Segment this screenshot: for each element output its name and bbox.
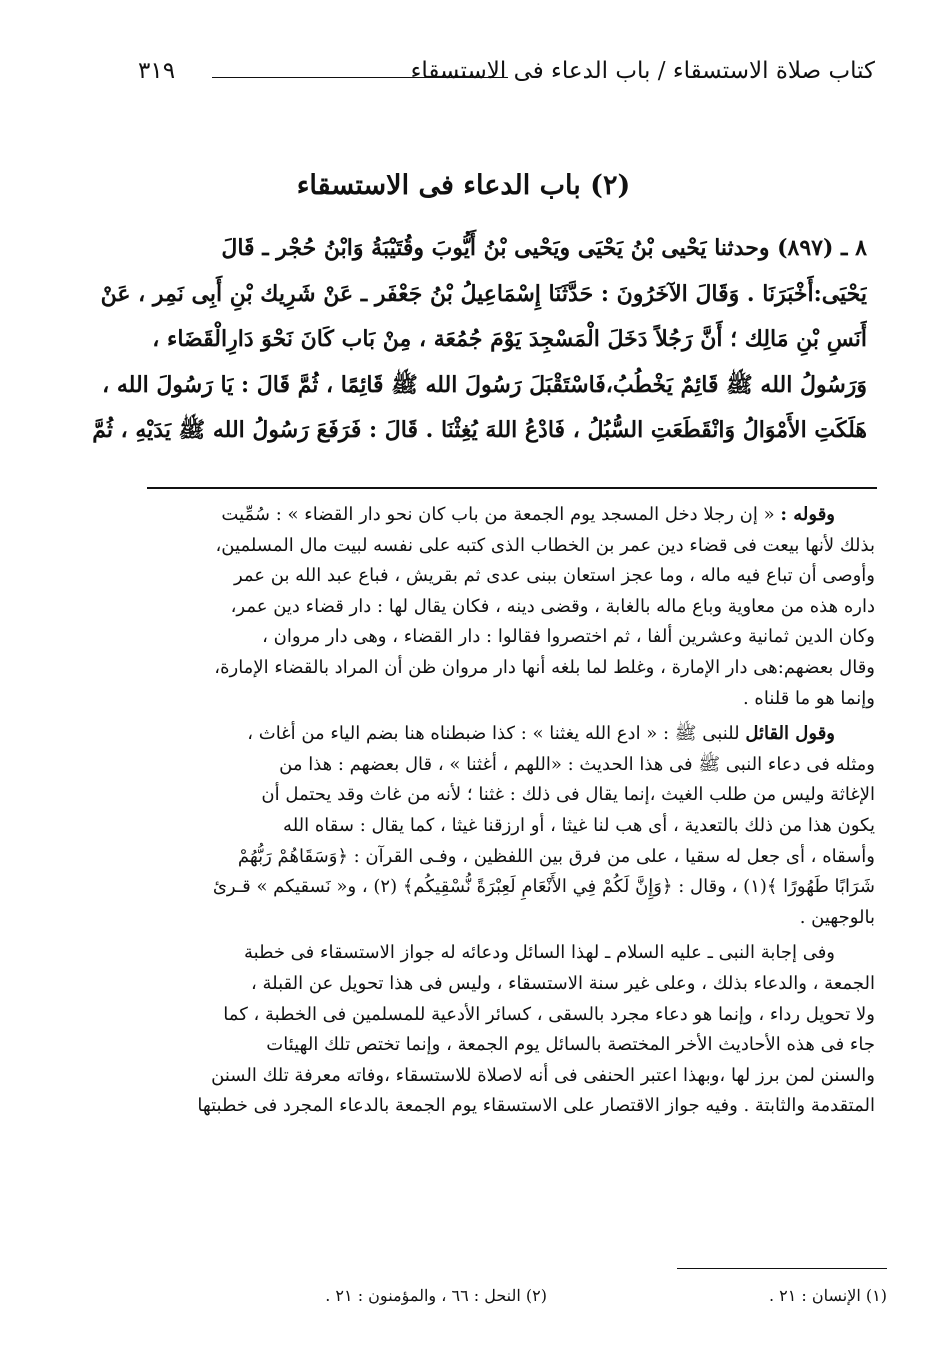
commentary-line-text: للنبى ﷺ : « ادع الله يغثنا » : كذا ضبطناه هنا بضم الياء من أغاث ، [247,723,740,745]
hadith-line: ٨ ـ (٨٩٧) وحدثنا يَحْيى بْنُ يَحْيَى ويَحْيى بْنُ أَيُّوبَ وقُتَيْبَةُ وَابْنُ حُجْر ـ قَالَ [221,235,867,261]
commentary-line [145,719,875,750]
commentary-line: الجمعة ، والدعاء بذلك ، وعلى غير سنة الاستسقاء ، وليس فى هذا تحويل عن القبلة ، [250,972,875,994]
chapter-heading: (٢) باب الدعاء فى الاستسقاء [296,170,631,201]
header-rule [212,77,508,78]
commentary-line: الإغاثة وليس من طلب الغيث ،إنما يقال فى ذلك : غثنا ؛ لأنه من غاث وقد يحتمل أن [261,784,875,806]
hadith-line: وَرَسُولُ الله ﷺ قَائِمٌ يَخْطُبُ،فَاسْتَقْبَلَ رَسُولَ الله ﷺ قَائِمًا ، ثُمَّ قَالَ : يَا رَسُولَ الله ، [102,371,867,398]
hadith-line: هَلَكَتِ الأَمْوَالُ وَانْقَطَعَتِ السُّبُلُ ، فَادْعُ اللهَ يُغِثْنَا . قَالَ : فَرَفَعَ رَسُولُ الله ﷺ يَدَيْهِ ، ثُمَّ [92,417,867,444]
commentary-line: وقال بعضهم:هى دار الإمارة ، وغلط لما بلغه أنها دار مروان ظن أن المراد بالقضاء الإمارة، [214,656,875,678]
hadith-text [67,226,867,454]
commentary-line: المتقدمة والثابتة . وفيه جواز الاقتصار على الاستسقاء يوم الجمعة بالدعاء المجرد فى خطبتها [197,1095,875,1117]
footnote-2: (٢) النحل : ٦٦ ، والمؤمنون : ٢١ . [325,1286,547,1305]
commentary-line: وأوصى أن تباع فيه ماله ، وما عجز استعان ببنى عدى ثم بقريش ، فباع عبد الله بن عمر [233,565,875,587]
commentary-line: وفى إجابة النبى ـ عليه السلام ـ لهذا السائل ودعائه له جواز الاستسقاء فى خطبة [243,942,835,964]
commentary-line: يكون هذا من ذلك بالتعدية ، أى هب لنا غيثا ، أو ارزقنا غيثا ، كما يقال : سقاه الله [283,814,875,836]
commentary-line [145,500,875,531]
commentary [145,500,875,1122]
commentary-line: وأسقاه ، أى جعل له سقيا ، على من فرق بين اللفظين ، وفـى القرآن : ﴿وَسَقَاهُمْ رَبُّهُمْ [237,845,875,867]
footnote-rule [677,1268,887,1269]
commentary-line: داره هذه من معاوية وباع ماله بالغابة ، وقضى دينه ، فكان يقال لها : دار قضاء دين عمر، [230,595,875,617]
section-divider [147,487,877,489]
commentary-line-text: « إن رجلا دخل المسجد يوم الجمعة من باب كان نحو دار القضاء » : سُمِّيت [221,504,775,525]
commentary-line: وكان الدين ثمانية وعشرين ألفا ، ثم اختصروا فقالوا : دار القضاء ، وهى دار مروان ، [262,626,875,648]
footnote-1: (١) الإنسان : ٢١ . [768,1286,887,1305]
commentary-line: شَرَابًا طَهُورًا ﴾(١) ، وقال : ﴿وَإِنَّ لَكُمْ فِي الأَنْعَامِ لَعِبْرَةً نُّسْقِيكُم﴾ (٢) ، و« نَسقيكم » قـرئ [212,876,875,898]
running-header-title: كتاب صلاة الاستسقاء / باب الدعاء فى الاستسقاء [410,58,875,84]
commentary-line: وإنما هو ما قلناه . [742,687,875,709]
hadith-line: يَحْيَى:أَخْبَرَنَا . وَقَالَ الآخَرُونَ : حَدَّثَنَا إِسْمَاعِيلُ بْنُ جَعْفَر ـ عَنْ شَرِيك بْنِ أَبِى نَمِر ، عَنْ [100,280,867,307]
commentary-line: جاء فى هذه الأحاديث الأخر المختصة بالسائل يوم الجمعة ، وإنما تختص تلك الهيئات [266,1034,875,1056]
commentary-line: بالوجهين . [799,906,875,928]
commentary-lead-label: وقول القائل [745,723,835,745]
commentary-line: ومثله فى دعاء النبى ﷺ فى هذا الحديث : «اللهم ، أغثنا » ، قال بعضهم : هذا من [279,753,875,775]
commentary-line: ولا تحويل رداء ، وإنما هو دعاء مجرد بالسقى ، كسائر الأدعية للمسلمين فى الخطبة ، كما [223,1003,875,1025]
hadith-line: أَنَسِ بْنِ مَالِك ؛ أَنَّ رَجُلاً دَخَلَ الْمَسْجِدَ يَوْمَ جُمُعَة ، مِنْ بَاب كَانَ نَحْوَ دَارِالْقَضَاء ، [152,326,867,353]
commentary-lead-label: وقوله : [780,504,835,525]
commentary-line: والسنن لمن برز لها ،وبهذا اعتبر الحنفى فى أنه لاصلاة للاستسقاء ،وفاته معرفة تلك السنن [211,1064,875,1086]
page-number: ٣١٩ [138,58,176,84]
commentary-line: بذلك لأنها بيعت فى قضاء دين عمر بن الخطاب الذى كتبه على نفسه لبيت مال المسلمين، [215,534,875,556]
